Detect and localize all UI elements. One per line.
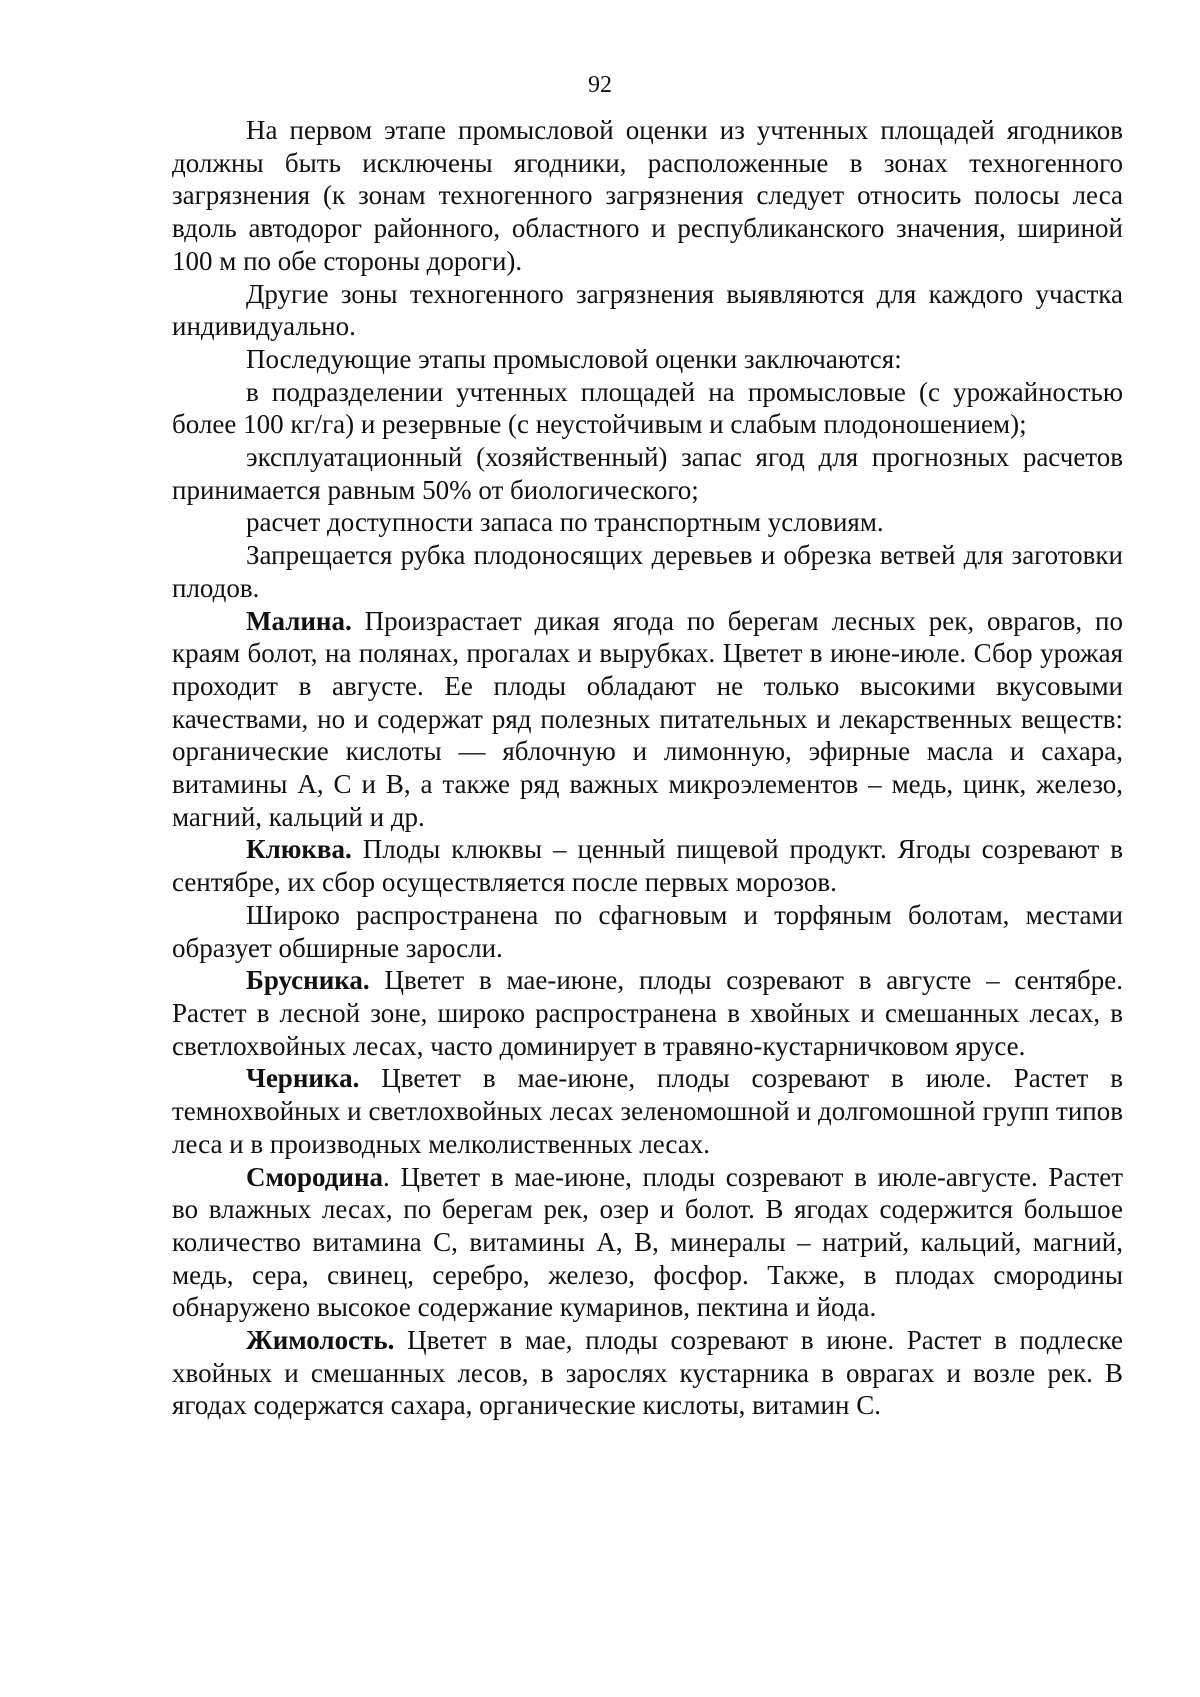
paragraph-10 <box>172 899 1123 964</box>
body-text <box>172 114 1123 1422</box>
paragraph-text: Последующие этапы промысловой оценки заключаются: <box>246 343 902 374</box>
paragraph-text: На первом этапе промысловой оценки из учтенных площадей ягодников должны быть исключены ягодники, расположенные в зонах техногенного загрязнения (к зонам техногенного загрязнения следует относить полосы леса вдоль автодорог районного, областного и республиканского значения, шириной 100 м по обе стороны дороги). <box>172 115 1123 276</box>
paragraph-text: . Цветет в мае-июне, плоды созревают в июле-августе. Растет во влажных лесах, по берегам рек, озер и болот. В ягодах содержится большое количество витамина С, витамины А, В, минералы – натрий, кальций, магний, медь, сера, свинец, серебро, железо, фосфор. Также, в плодах смородины обнаружено высокое содержание кумаринов, пектина и йода. <box>172 1161 1123 1323</box>
term-heading: Жимолость. <box>246 1325 395 1356</box>
paragraph-text: Цветет в мае-июне, плоды созревают в августе – сентябре. Растет в лесной зоне, широко распространена в хвойных и смешанных лесах, в светлохвойных лесах, часто доминирует в травяно-кустарничковом ярусе. <box>172 965 1123 1061</box>
paragraph-zhimolost <box>172 1324 1123 1422</box>
paragraph-text: Запрещается рубка плодоносящих деревьев и обрезка ветвей для заготовки плодов. <box>172 540 1123 603</box>
paragraph-chernika <box>172 1062 1123 1160</box>
paragraph-text: Широко распространена по сфагновым и торфяным болотам, местами образует обширные заросли. <box>172 899 1123 963</box>
paragraph-malina <box>172 605 1123 834</box>
paragraph-1 <box>172 114 1123 278</box>
paragraph-2 <box>172 278 1123 343</box>
paragraph-text: Произрастает дикая ягода по берегам лесных рек, оврагов, по краям болот, на полянах, прогалах и вырубках. Цветет в июне-июле. Сбор урожая проходит в августе. Ее плоды обладают не только высокими вкусовыми качествами, но и содержат ряд полезных питательных и лекарственных веществ: органические кислоты — яблочную и лимонную, эфирные масла и сахара, витамины А, С и В, а также ряд важных микроэлементов – медь, цинк, железо, магний, кальций и др. <box>172 605 1123 832</box>
paragraph-brusnika <box>172 964 1123 1062</box>
paragraph-text: эксплуатационный (хозяйственный) запас ягод для прогнозных расчетов принимается равным 50% от биологического; <box>172 442 1123 505</box>
paragraph-4 <box>172 376 1123 441</box>
paragraph-text: Цветет в мае-июне, плоды созревают в июле. Растет в темнохвойных и светлохвойных лесах зеленомошной и долгомошной групп типов леса и в производных мелколиственных лесах. <box>172 1063 1123 1159</box>
paragraph-3 <box>172 343 1123 376</box>
page-number: 92 <box>588 72 612 98</box>
term-heading: Малина. <box>246 605 352 636</box>
term-heading: Клюква. <box>246 834 352 865</box>
term-heading: Брусника. <box>246 965 370 996</box>
term-heading: Смородина <box>246 1161 384 1192</box>
paragraph-text: Другие зоны техногенного загрязнения выявляются для каждого участка индивидуально. <box>172 278 1123 342</box>
term-heading: Черника. <box>246 1063 360 1094</box>
paragraph-6 <box>172 506 1123 539</box>
paragraph-klyukva <box>172 833 1123 898</box>
paragraph-7 <box>172 539 1123 604</box>
paragraph-smorodina <box>172 1161 1123 1325</box>
paragraph-text: Плоды клюквы – ценный пищевой продукт. Ягоды созревают в сентябре, их сбор осуществляется после первых морозов. <box>172 834 1123 898</box>
paragraph-text: Цветет в мае, плоды созревают в июне. Растет в подлеске хвойных и смешанных лесов, в зарослях кустарника в оврагах и возле рек. В ягодах содержатся сахара, органические кислоты, витамин С. <box>172 1325 1123 1421</box>
paragraph-text: в подразделении учтенных площадей на промысловые (с урожайностью более 100 кг/га) и резервные (с неустойчивым и слабым плодоношением); <box>172 376 1123 440</box>
paragraph-5 <box>172 441 1123 506</box>
paragraph-text: расчет доступности запаса по транспортным условиям. <box>246 507 884 538</box>
